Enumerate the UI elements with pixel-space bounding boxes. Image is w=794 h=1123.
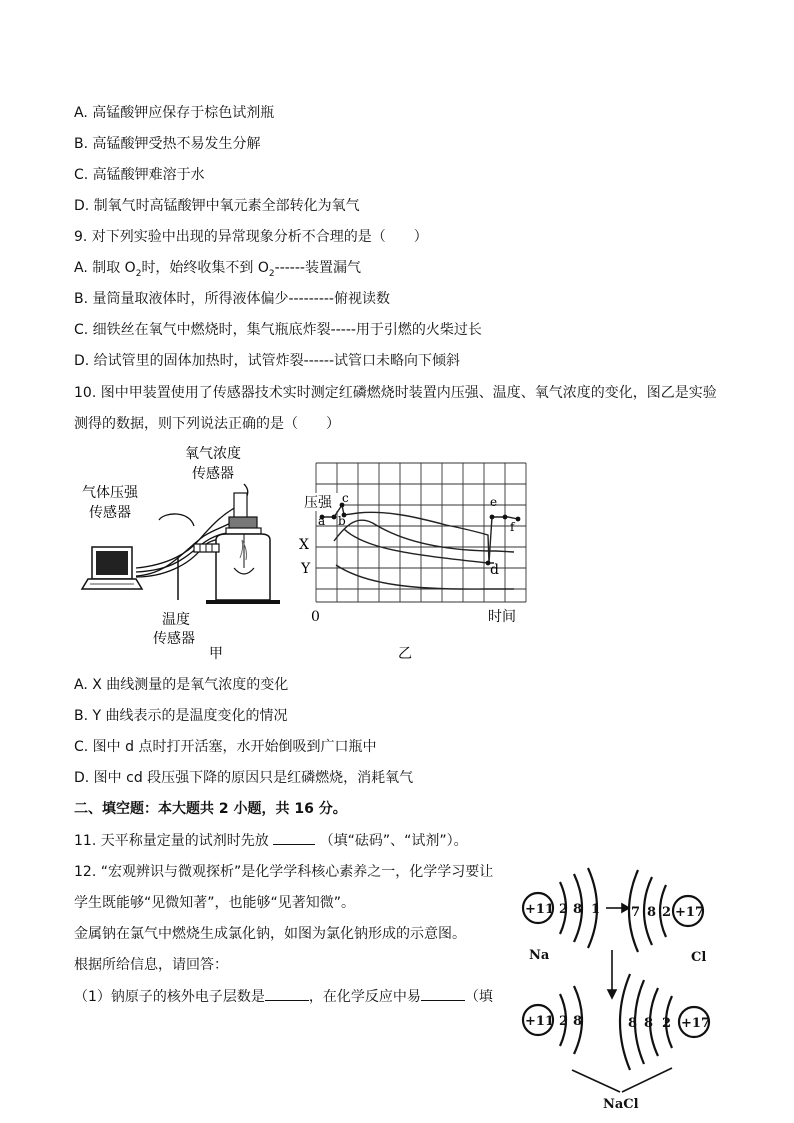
o2-sensor-label-1: 氧气浓度 bbox=[185, 446, 241, 462]
nacl-label: NaCl bbox=[603, 1097, 639, 1112]
cl-shell-middle: 8 bbox=[647, 905, 657, 920]
na-shell-2: 8 bbox=[573, 902, 583, 917]
time-axis-label: 时间 bbox=[488, 609, 516, 625]
q10-option-c: C. 图中 d 点时打开活塞，水开始倒吸到广口瓶中 bbox=[74, 739, 377, 755]
y-curve-label: Y bbox=[301, 561, 311, 577]
na-shell-3: 1 bbox=[591, 902, 601, 917]
q12-line3: 金属钠在氯气中燃烧生成氯化钠，如图为氯化钠形成的示意图。 bbox=[74, 926, 466, 942]
q10-stem-line1: 10. 图中甲装置使用了传感器技术实时测定红磷燃烧时装置内压强、温度、氧气浓度的变化，图乙是实验 bbox=[74, 385, 717, 401]
down-arrow bbox=[608, 950, 616, 998]
bond-lines bbox=[572, 1068, 672, 1092]
q10-option-d: D. 图中 cd 段压强下降的原因只是红磷燃烧，消耗氧气 bbox=[74, 770, 414, 786]
q8-option-a: A. 高锰酸钾应保存于棕色试剂瓶 bbox=[74, 105, 275, 121]
q8-option-c: C. 高锰酸钾难溶于水 bbox=[74, 167, 205, 183]
na-label: Na bbox=[529, 948, 550, 963]
pressure-sensor-label-2: 传感器 bbox=[89, 505, 131, 521]
q10-option-b: B. Y 曲线表示的是温度变化的情况 bbox=[74, 708, 288, 724]
cl-shell-inner: 2 bbox=[662, 905, 672, 920]
q8-option-d: D. 制氧气时高锰酸钾中氧元素全部转化为氧气 bbox=[74, 198, 360, 214]
point-e-label: e bbox=[490, 495, 498, 509]
o2-sensor-label-2: 传感器 bbox=[192, 466, 234, 482]
q9-option-b: B. 量筒量取液体时，所得液体偏少---------俯视读数 bbox=[74, 291, 390, 307]
electron-transfer-arrow bbox=[606, 904, 629, 912]
q12-tendency-blank[interactable] bbox=[421, 986, 465, 1001]
na-ion-charge: +11 bbox=[525, 1014, 554, 1029]
q9-option-c: C. 细铁丝在氧气中燃烧时，集气瓶底炸裂-----用于引燃的火柴过长 bbox=[74, 322, 482, 338]
q10-stem-line2: 测得的数据，则下列说法正确的是（ ） bbox=[74, 416, 340, 432]
caption-jia: 甲 bbox=[209, 646, 223, 662]
caption-yi: 乙 bbox=[398, 646, 412, 662]
point-c-label: c bbox=[342, 491, 349, 505]
q12-subq1: （1）钠原子的核外电子层数是 ，在化学反应中易 （填 bbox=[74, 986, 493, 1007]
q12-line1: 12. “宏观辨识与微观探析”是化学学科核心素养之一，化学学习要让 bbox=[74, 864, 494, 880]
point-d-label: d bbox=[490, 562, 499, 578]
q12-layers-blank[interactable] bbox=[265, 986, 309, 1001]
q12-line4: 根据所给信息，请回答： bbox=[74, 957, 228, 973]
y-curve bbox=[336, 565, 514, 589]
point-f-label: f bbox=[510, 520, 515, 534]
cl-ion-shell-inner: 2 bbox=[662, 1016, 672, 1031]
apparatus-figure bbox=[74, 440, 294, 665]
cl-nucleus-charge: +17 bbox=[675, 905, 704, 920]
pressure-sensor-label-1: 气体压强 bbox=[82, 485, 138, 501]
cl-ion-shell-outer: 8 bbox=[628, 1016, 638, 1031]
temp-sensor-label-2: 传感器 bbox=[153, 631, 195, 647]
q9-option-a: A. 制取 $O_2$时，始终收集不到 $O_2------$装置漏气 bbox=[74, 260, 361, 279]
section-heading: 二、填空题：本大题共 2 小题，共 16 分。 bbox=[74, 801, 347, 817]
temperature-curve bbox=[344, 529, 494, 563]
cl-shell-outer: 7 bbox=[631, 905, 641, 920]
na-nucleus-charge: +11 bbox=[525, 902, 554, 917]
temp-sensor-label-1: 温度 bbox=[162, 612, 190, 628]
q10-option-a: A. X 曲线测量的是氧气浓度的变化 bbox=[74, 677, 289, 693]
pressure-axis-label: 压强 bbox=[304, 495, 332, 511]
q8-option-b: B. 高锰酸钾受热不易发生分解 bbox=[74, 136, 261, 152]
cl-label: Cl bbox=[691, 950, 707, 965]
cl-ion-shell-middle: 8 bbox=[644, 1016, 654, 1031]
na-ion-shell-2: 8 bbox=[573, 1014, 583, 1029]
q9-stem: 9. 对下列实验中出现的异常现象分析不合理的是（ ） bbox=[74, 229, 428, 245]
x-curve-label: X bbox=[299, 537, 309, 553]
origin-label: 0 bbox=[311, 609, 320, 625]
point-a-label: a bbox=[318, 514, 326, 528]
nacl-formation-diagram bbox=[512, 858, 742, 1116]
q9-option-d: D. 给试管里的固体加热时，试管炸裂------试管口未略向下倾斜 bbox=[74, 353, 460, 369]
na-ion-shell-1: 2 bbox=[559, 1014, 569, 1029]
q12-line2: 学生既能够“见微知著”，也能够“见著知微”。 bbox=[74, 895, 356, 911]
q11: 11. 天平称量定量的试剂时先放 （填“砝码”、“试剂”）。 bbox=[74, 830, 468, 851]
cl-ion-charge: +17 bbox=[681, 1016, 710, 1031]
sensor-plug bbox=[194, 544, 219, 552]
sensor-graph bbox=[296, 455, 536, 665]
na-shell-1: 2 bbox=[559, 902, 569, 917]
laptop-icon bbox=[82, 547, 142, 589]
q11-answer-blank[interactable] bbox=[273, 830, 315, 845]
point-b-label: b bbox=[338, 514, 346, 528]
